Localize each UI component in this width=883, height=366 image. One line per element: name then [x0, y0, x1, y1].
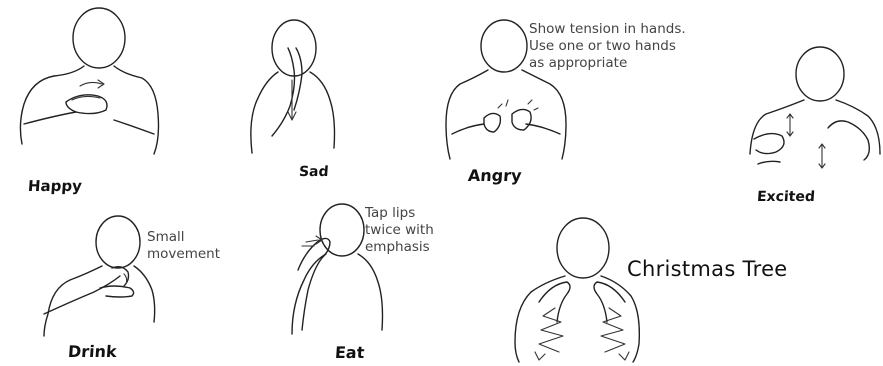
sad-label: Sad — [298, 164, 330, 180]
eat-note-line-1: Tap lips — [365, 205, 416, 221]
person-signing-drink-icon — [40, 214, 160, 344]
drink-label: Drink — [67, 342, 118, 361]
happy-label: Happy — [27, 177, 83, 195]
drink-instruction-note — [147, 229, 220, 263]
angry-instruction-note — [529, 21, 686, 72]
angry-note-line-1: Show tension in hands. — [529, 21, 686, 37]
person-signing-happy-icon — [14, 4, 164, 174]
person-signing-excited-icon — [744, 44, 883, 184]
excited-label: Excited — [756, 189, 816, 205]
eat-instruction-note — [365, 205, 434, 256]
angry-note-line-3: as appropriate — [529, 55, 628, 71]
eat-label: Eat — [334, 343, 366, 362]
eat-note-line-2: twice with — [365, 222, 434, 238]
drink-note-line-2: movement — [147, 246, 221, 262]
christmas-tree-label: Christmas Tree — [627, 257, 788, 281]
angry-label: Angry — [467, 166, 523, 185]
person-signing-sad-icon — [238, 18, 348, 158]
drink-note-line-1: Small — [147, 229, 185, 245]
angry-note-line-2: Use one or two hands — [529, 38, 676, 54]
eat-note-line-3: emphasis — [365, 239, 430, 255]
person-signing-christmas-tree-icon — [505, 212, 645, 364]
